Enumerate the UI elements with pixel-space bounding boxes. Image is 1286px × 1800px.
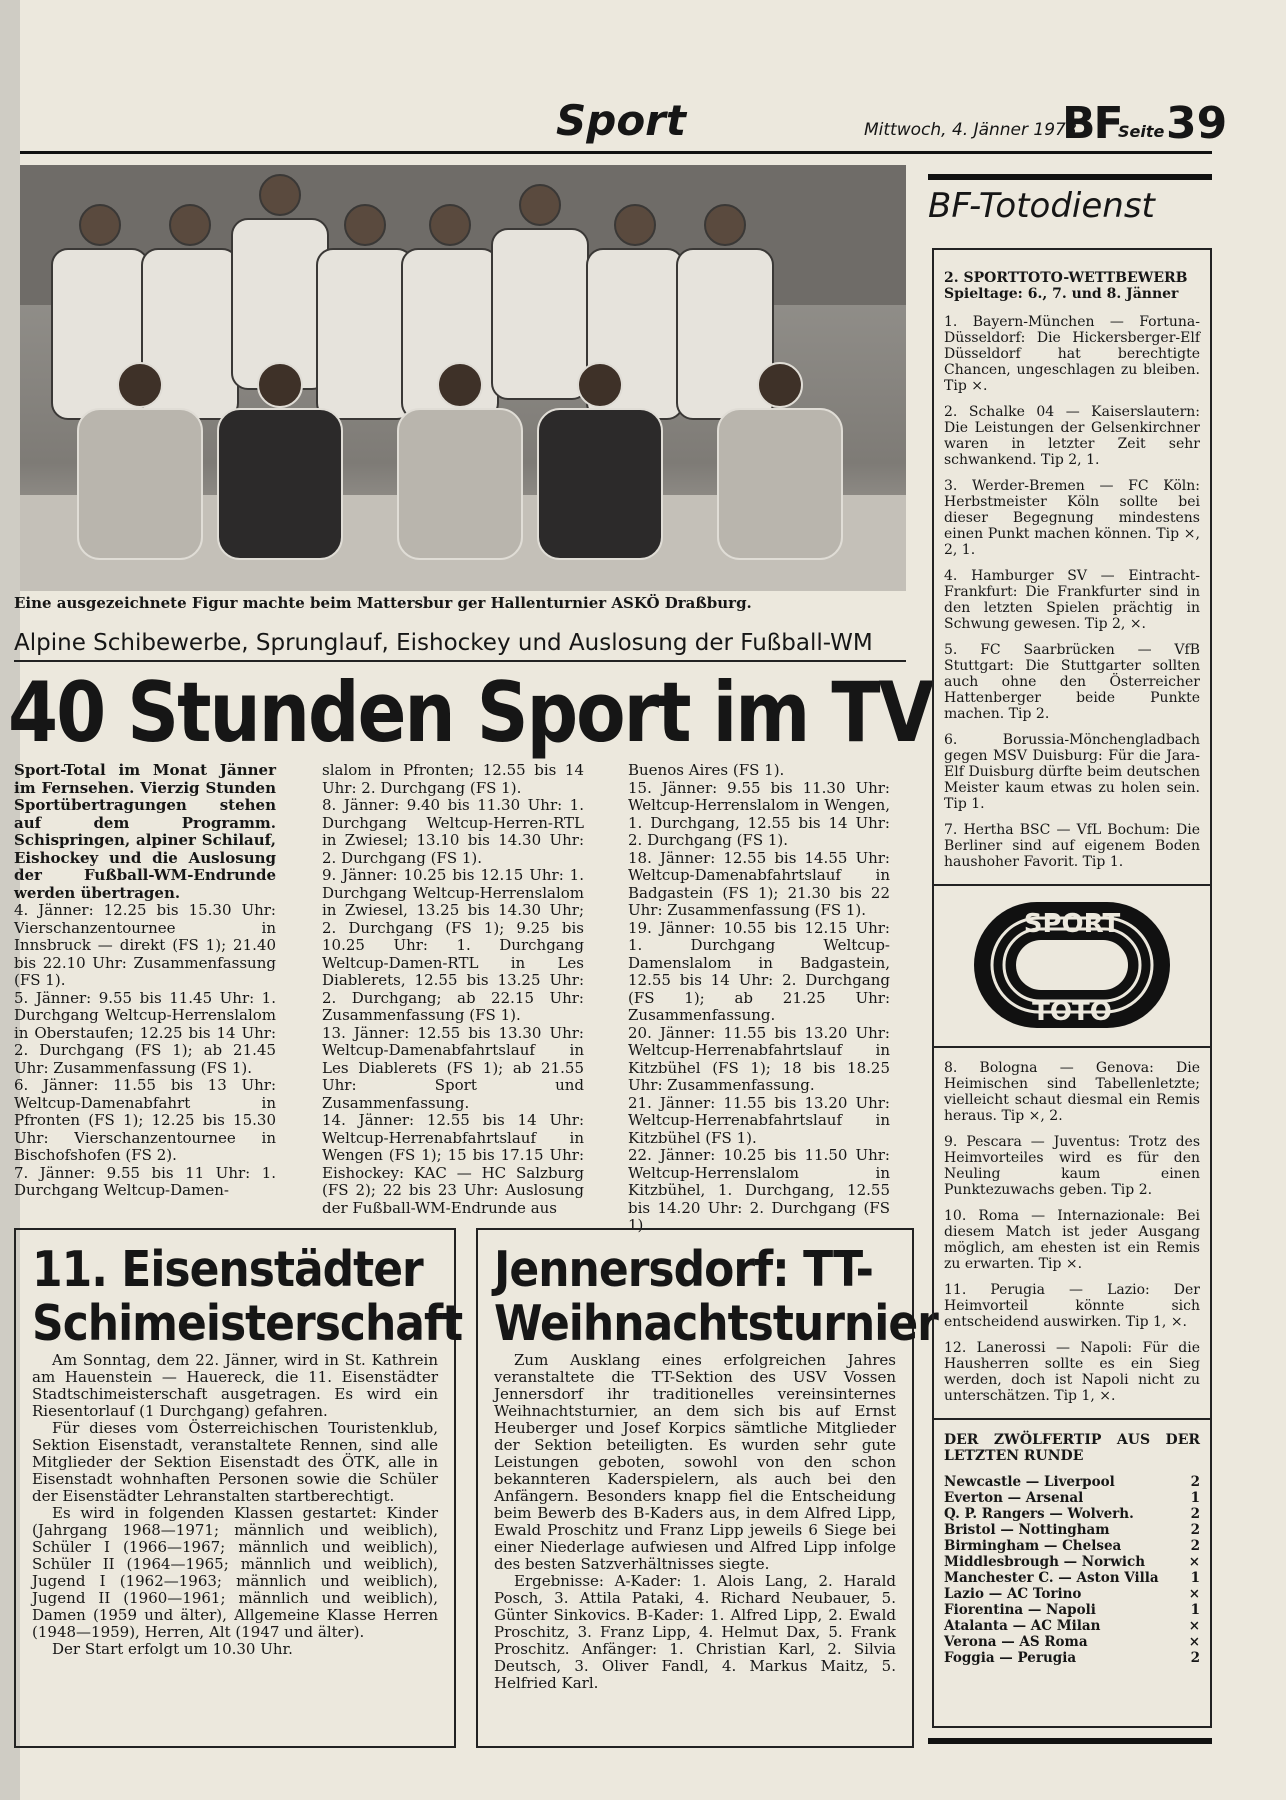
article-paragraph: 8. Jänner: 9.40 bis 11.30 Uhr: 1. Durchgang Weltcup-Herren-RTL in Zwiesel; 13.10 bis 14.30 Uhr: 2. Durchgang (FS 1). [322,796,584,867]
box-body [16,1344,454,1658]
box-headline [16,1230,463,1358]
article-headline: 40 Stunden Sport im TV [8,664,933,761]
article-paragraph: 20. Jänner: 11.55 bis 13.20 Uhr: Weltcup-Herrenabfahrtslauf in Kitzbühel (FS 1); 18 bis 18.25 Uhr: Zusammenfassung. [628,1023,890,1094]
results-tip: × [1188,1634,1200,1650]
results-row [944,1634,1200,1650]
article-paragraph: 6. Jänner: 11.55 bis 13 Uhr: Weltcup-Damenabfahrt in Pfronten (FS 1); 12.25 bis 15.30 Uhr: Vierschanzentournee in Bischofshofen (FS 2). [14,1076,276,1164]
results-match: Q. P. Rangers — Wolverh. [944,1506,1134,1522]
results-table [944,1474,1200,1666]
results-tip: × [1188,1554,1200,1570]
player-head [170,205,210,245]
results-tip: × [1188,1618,1200,1634]
player-shirt [218,409,342,559]
results-row [944,1522,1200,1538]
results-match: Newcastle — Liverpool [944,1474,1115,1490]
box-paragraph: Zum Ausklang eines erfolgreichen Jahres veranstaltete die TT-Sektion des USV Vossen Jennersdorf ihr traditionelles vereinsinternes Weihnachtsturnier, an dem sich bis auf Ernst Heuberger und Josef Korpics sämtliche Mitglieder der Sektion beteiligten. Es wurden sehr gute Leistungen geboten, sowohl von den schon bekannteren Kaderspielern, als auch bei den Anfängern. Besonders knapp fiel die Entscheidung beim Bewerb des B-Kaders aus, in dem Alfred Lipp, Ewald Proschitz und Franz Lipp jeweils 6 Siege bei einer Niederlage aufwiesen und Alfred Lipp infolge des besten Satzverhältnisses siegte. [494,1351,896,1573]
results-match: Manchester C. — Aston Villa [944,1570,1159,1586]
article-paragraph: 13. Jänner: 12.55 bis 13.30 Uhr: Weltcup-Damenabfahrtslauf in Les Diablerets (FS 1); ab 21.55 Uhr: Sport und Zusammenfassung. [322,1023,584,1112]
results-match: Verona — AS Roma [944,1634,1088,1650]
results-tip: 2 [1190,1522,1200,1538]
results-tip: × [1188,1586,1200,1602]
results-row [944,1650,1200,1666]
toto-tip: 2. Schalke 04 — Kaiserslautern: Die Leistungen der Gelsenkirchner waren in letzter Zeit sehr schwankend. Tip 2, 1. [944,404,1200,468]
results-tip: 2 [1190,1474,1200,1490]
toto-tip: 3. Werder-Bremen — FC Köln: Herbstmeister Köln sollte bei dieser Begegnung mindestens einen Punkt machen können. Tip ×, 2, 1. [944,478,1200,558]
toto-divider [934,1418,1210,1420]
player-shirt [677,249,773,419]
toto-tip: 12. Lanerossi — Napoli: Für die Hausherren sollte es ein Sieg werden, doch ist Napoli nicht zu unterschätzen. Tip 1, ×. [944,1340,1200,1404]
results-row [944,1474,1200,1490]
player-shirt [492,229,588,399]
box-paragraph: Ergebnisse: A-Kader: 1. Alois Lang, 2. Harald Posch, 3. Attila Pataki, 4. Richard Neubauer, 5. Günter Sinkovics. B-Kader: 1. Alfred Lipp, 2. Ewald Proschitz, 3. Franz Lipp, 4. Helmut Dax, 5. Frank Proschitz. Anfänger: 1. Christian Karl, 2. Silvia Deutsch, 3. Oliver Fandl, 4. Markus Maitz, 5. Helfried Karl. [494,1572,896,1692]
toto-divider [934,884,1210,886]
article-paragraph: 22. Jänner: 10.25 bis 11.50 Uhr: Weltcup-Herrenslalom in Kitzbühel, 1. Durchgang, 12.55 bis 14.20 Uhr: 2. Durchgang (FS 1). [628,1146,890,1234]
results-match: Middlesbrough — Norwich [944,1554,1146,1570]
player-shirt [718,409,842,559]
toto-tip: 9. Pescara — Juventus: Trotz des Heimvorteiles wird es für den Neuling kaum einen Punktezuwachs geben. Tip 2. [944,1134,1200,1198]
player-head [520,185,560,225]
player-head [758,363,802,407]
results-row [944,1570,1200,1586]
article-paragraph: slalom in Pfronten; 12.55 bis 14 Uhr: 2. Durchgang (FS 1). [322,761,584,797]
results-row [944,1538,1200,1554]
results-match: Foggia — Perugia [944,1650,1077,1666]
toto-bottom-bar [928,1738,1212,1744]
results-match: Fiorentina — Napoli [944,1602,1096,1618]
article-paragraph: 5. Jänner: 9.55 bis 11.45 Uhr: 1. Durchgang Weltcup-Herrenslalom in Oberstaufen; 12.25 bis 14 Uhr: 2. Durchgang (FS 1); ab 21.45 Uhr: Zusammenfassung (FS 1). [14,988,276,1077]
player-head [578,363,622,407]
page-label: Seite [1118,122,1165,141]
results-match: Birmingham — Chelsea [944,1538,1122,1554]
team-photo-image [20,165,906,591]
results-tip: 1 [1190,1602,1200,1618]
article-column-1 [14,762,276,1208]
player-head [258,363,302,407]
box-headline-line: Schimeisterschaft [32,1294,463,1353]
player-head [345,205,385,245]
toto-subheading: Spieltage: 6., 7. und 8. Jänner [944,286,1179,302]
results-match: Lazio — AC Torino [944,1586,1082,1602]
article-paragraph: Sport-Total im Monat Jänner im Fernsehen. Vierzig Stunden Sportübertragungen stehen auf dem Programm. Schispringen, alpiner Schilauf, Eishockey und die Auslosung der Fußball-WM-Endrunde werden übertragen. [14,761,276,902]
masthead-rule [20,151,1212,154]
article-paragraph: 15. Jänner: 9.55 bis 11.30 Uhr: Weltcup-Herrenslalom in Wengen, 1. Durchgang, 12.55 bis 14 Uhr: 2. Durchgang (FS 1). [628,778,890,849]
section-name: Sport [556,96,686,145]
box-paragraph: Für dieses vom Österreichischen Touristenklub, Sektion Eisenstadt, veranstaltete Rennen, sind alle Mitglieder der Sektion Eisenstadt des ÖTK, alle in Eisenstadt wohnhaften Personen sowie die Schüler der Eisenstädter Lehranstalten startberechtigt. [32,1419,438,1505]
toto-tip: 1. Bayern-München — Fortuna-Düsseldorf: Die Hickersberger-Elf Düsseldorf hat berechtigte Chancen, ungeschlagen zu bleiben. Tip ×. [944,314,1200,394]
kicker-rule [14,660,906,662]
box-headline-line: Jennersdorf: TT- [494,1241,873,1299]
results-row [944,1602,1200,1618]
toto-divider [934,1046,1210,1048]
article-paragraph: 9. Jänner: 10.25 bis 12.15 Uhr: 1. Durchgang Weltcup-Herrenslalom in Zwiesel, 13.25 bis 14.30 Uhr; 2. Durchgang (FS 1); 9.25 bis 10.25 Uhr: 1. Durchgang Weltcup-Damen-RTL in Les Diablerets, 12.55 bis 13.25 Uhr: 2. Durchgang; ab 22.15 Uhr: Zusammenfassung (FS 1). [322,866,584,1024]
newspaper-logo: BF [1062,98,1122,149]
results-heading: DER ZWÖLFERTIP AUS DER LETZTEN RUNDE [944,1432,1200,1464]
results-tip: 2 [1190,1538,1200,1554]
article-paragraph: Buenos Aires (FS 1). [628,761,785,779]
results-row [944,1506,1200,1522]
box-headline-line: 11. Eisenstädter [32,1241,423,1299]
issue-date: Mittwoch, 4. Jänner 1978 [864,120,1077,140]
box-body [478,1344,912,1692]
box-paragraph: Der Start erfolgt um 10.30 Uhr. [52,1640,293,1658]
toto-title: BF-Totodienst [928,186,1155,226]
article-paragraph: 7. Jänner: 9.55 bis 11 Uhr: 1. Durchgang Weltcup-Damen- [14,1163,276,1199]
page-number: 39 [1166,98,1228,149]
article-paragraph: 14. Jänner: 12.55 bis 14 Uhr: Weltcup-Herrenabfahrtslauf in Wengen (FS 1); 15 bis 17.15 Uhr: Eishockey: KAC — HC Salzburg (FS 2); 22 bis 23 Uhr: Auslosung der Fußball-WM-Endrunde aus [322,1111,584,1217]
toto-tip: 11. Perugia — Lazio: Der Heimvorteil könnte sich entscheidend auswirken. Tip 1, ×. [944,1282,1200,1330]
player-head [430,205,470,245]
ski-championship-box [14,1228,463,1748]
results-match: Everton — Arsenal [944,1490,1084,1506]
results-match: Bristol — Nottingham [944,1522,1110,1538]
photo-caption: Eine ausgezeichnete Figur machte beim Mattersbur ger Hallenturnier ASKÖ Draßburg. [14,594,752,612]
player-shirt [78,409,202,559]
toto-top-bar [928,174,1212,180]
results-row [944,1586,1200,1602]
results-tip: 2 [1190,1650,1200,1666]
box-headline [478,1230,938,1358]
logo-text-bottom: TOTO [1032,997,1112,1027]
box-paragraph: Am Sonntag, dem 22. Jänner, wird in St. Kathrein am Hauenstein — Hauereck, die 11. Eisenstädter Stadtschimeisterschaft ausgetragen. Es wird ein Riesentorlauf (1 Durchgang) gefahren. [32,1351,438,1420]
player-shirt [398,409,522,559]
player-head [260,175,300,215]
article-paragraph: 19. Jänner: 10.55 bis 12.15 Uhr: 1. Durchgang Weltcup-Damenslalom in Badgastein, 12.55 bis 14 Uhr: 2. Durchgang (FS 1); ab 21.25 Uhr: Zusammenfassung. [628,918,890,1024]
player-shirt [317,249,413,419]
results-tip: 2 [1190,1506,1200,1522]
logo-text-top: SPORT [1023,909,1121,939]
results-row [944,1490,1200,1506]
results-match: Atalanta — AC Milan [944,1618,1101,1634]
results-row [944,1618,1200,1634]
article-paragraph: 18. Jänner: 12.55 bis 14.55 Uhr: Weltcup-Damenabfahrtslauf in Badgastein (FS 1); 21.30 bis 22 Uhr: Zusammenfassung (FS 1). [628,848,890,919]
player-shirt [538,409,662,559]
results-tip: 1 [1190,1570,1200,1586]
player-head [118,363,162,407]
toto-tip: 5. FC Saarbrücken — VfB Stuttgart: Die Stuttgarter sollten auch ohne den Österreicher Hattenberger beide Punkte machen. Tip 2. [944,642,1200,722]
toto-tip: 7. Hertha BSC — VfL Bochum: Die Berliner sind auf eigenem Boden haushoher Favorit. Tip 1. [944,822,1200,870]
toto-heading: 2. SPORTTOTO-WETTBEWERB [944,270,1188,286]
article-paragraph: 21. Jänner: 11.55 bis 13.20 Uhr: Weltcup-Herrenabfahrtslauf in Kitzbühel (FS 1). [628,1093,890,1147]
article-paragraph: 4. Jänner: 12.25 bis 15.30 Uhr: Vierschanzentournee in Innsbruck — direkt (FS 1); 21.40 bis 22.10 Uhr: Zusammenfassung (FS 1). [14,901,276,989]
article-column-2 [322,761,584,1217]
team-photo [20,165,906,591]
table-tennis-box [476,1228,938,1748]
article-column-3 [628,761,890,1234]
toto-box [932,248,1212,1728]
box-paragraph: Es wird in folgenden Klassen gestartet: Kinder (Jahrgang 1968—1971; männlich und weiblich), Schüler I (1966—1967; männlich und weiblich), Schüler II (1964—1965; männlich und weiblich), Jugend I (1962—1963; männlich und weiblich), Jugend II (1960—1961; männlich und weiblich), Damen (1959 und älter), Allgemeine Klasse Herren (1948—1959), Herren, Alt (1947 und älter). [32,1504,438,1641]
toto-tip: 6. Borussia-Mönchengladbach gegen MSV Duisburg: Für die Jara-Elf Duisburg dürfte beim deutschen Meister kaum etwas zu holen sein. Tip 1. [944,732,1200,812]
player-head [705,205,745,245]
results-row [944,1554,1200,1570]
player-head [615,205,655,245]
sport-toto-logo [970,898,1174,1032]
player-head [438,363,482,407]
article-kicker: Alpine Schibewerbe, Sprunglauf, Eishockey und Auslosung der Fußball-WM [14,630,873,656]
results-tip: 1 [1190,1490,1200,1506]
toto-tip: 10. Roma — Internazionale: Bei diesem Match ist jeder Ausgang möglich, am ehesten ist ein Remis zu erwarten. Tip ×. [944,1208,1200,1272]
toto-tip: 4. Hamburger SV — Eintracht-Frankfurt: Die Frankfurter sind in den letzten Spielen prächtig in Schwung gewesen. Tip 2, ×. [944,568,1200,632]
box-headline-line: Weihnachtsturnier [494,1294,938,1353]
toto-tip: 8. Bologna — Genova: Die Heimischen sind Tabellenletzte; vielleicht schaut diesmal ein Remis heraus. Tip ×, 2. [944,1060,1200,1124]
player-head [80,205,120,245]
